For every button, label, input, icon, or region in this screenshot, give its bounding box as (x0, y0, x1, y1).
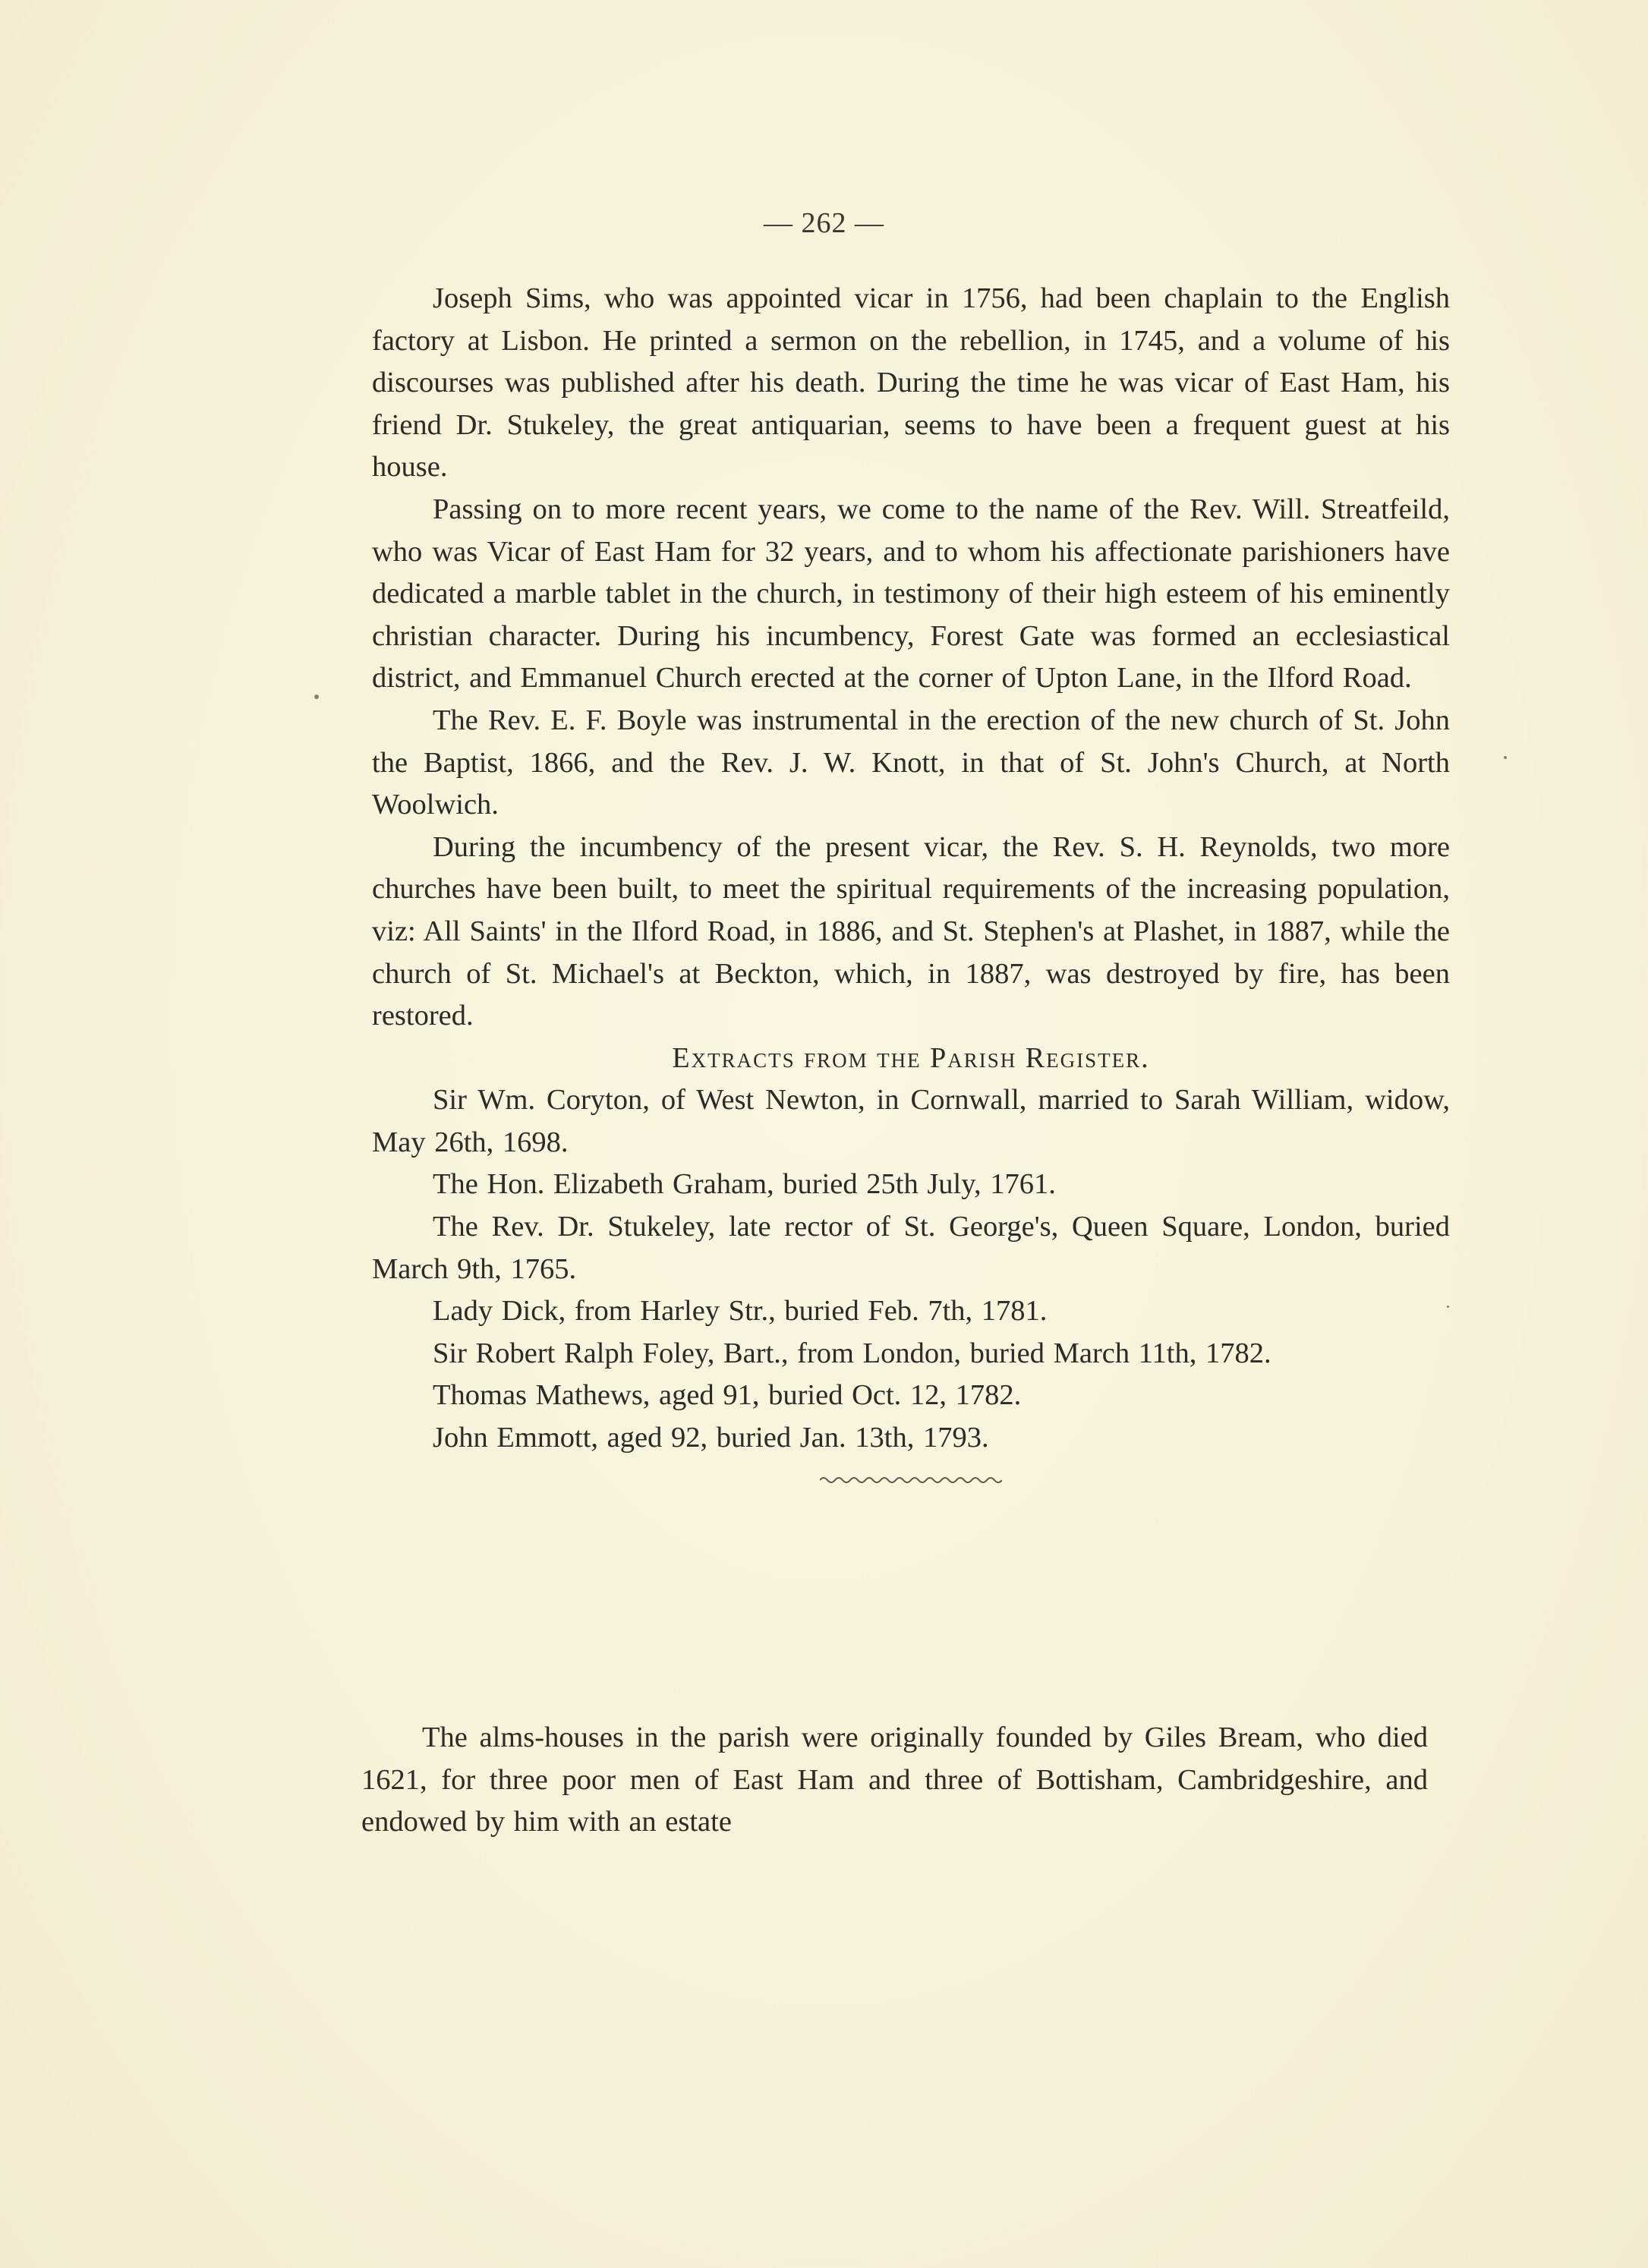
register-entry: The Rev. Dr. Stukeley, late rector of St. George's, Queen Square, London, buried March 9th, 1765. (372, 1211, 1450, 1285)
register-entry: Sir Wm. Coryton, of West Newton, in Cornwall, married to Sarah William, widow, May 26th, 1698. (372, 1084, 1450, 1158)
page-number: — 262 — (764, 207, 884, 239)
wavy-rule-icon-svg (820, 1475, 1002, 1485)
paragraph-reynolds: During the incumbency of the present vicar, the Rev. S. H. Reynolds, two more churches have been built, to meet the spiritual requirements of the increasing population, viz: All Saints' in the Ilford Road, in 1886, and St. Stephen's at Plashet, in 1887, while the church of St. Michael's at Beckton, which, in 1887, was destroyed by fire, has been restored. (372, 830, 1450, 1032)
paragraph-alms-houses: The alms-houses in the parish were originally founded by Giles Bream, who died 1621, for three poor men of East Ham and three of Bottisham, Cambridgeshire, and endowed by him with an estate (361, 1721, 1428, 1838)
paragraph-sims: Joseph Sims, who was appointed vicar in 1756, had been chaplain to the English factory at Lisbon. He printed a sermon on the rebellion, in 1745, and a volume of his discourses was published after his death. During the time he was vicar of East Ham, his friend Dr. Stukeley, the great antiquarian, seems to have been a frequent guest at his house. (372, 282, 1450, 484)
register-entry: John Emmott, aged 92, buried Jan. 13th, 1793. (433, 1422, 989, 1454)
register-heading: Extracts from the Parish Register. (672, 1041, 1150, 1074)
register-entry: Lady Dick, from Harley Str., buried Feb. 7th, 1781. (433, 1295, 1048, 1328)
register-entry: Sir Robert Ralph Foley, Bart., from London, buried March 11th, 1782. (433, 1337, 1271, 1369)
register-entry: Thomas Mathews, aged 91, buried Oct. 12, 1782. (433, 1379, 1022, 1412)
main-text (372, 278, 1450, 1501)
wavy-rule-icon (372, 1460, 1450, 1502)
closing-text (361, 1717, 1428, 1844)
paragraph-boyle: The Rev. E. F. Boyle was instrumental in the erection of the new church of St. John the Baptist, 1866, and the Rev. J. W. Knott, in that of St. John's Church, at North Woolwich. (372, 704, 1450, 821)
paper-speck (1504, 756, 1507, 759)
register-entry: The Hon. Elizabeth Graham, buried 25th July, 1761. (433, 1168, 1056, 1201)
paper-speck (1447, 1306, 1449, 1308)
paragraph-streatfeild: Passing on to more recent years, we come to the name of the Rev. Will. Streatfeild, who was Vicar of East Ham for 32 years, and to whom his affectionate parishioners have dedicated a marble tablet in the church, in testimony of their high esteem of his eminently christian character. During his incumbency, Forest Gate was formed an ecclesiastical district, and Emmanuel Church erected at the corner of Upton Lane, in the Ilford Road. (372, 493, 1450, 695)
paper-speck (314, 695, 319, 699)
